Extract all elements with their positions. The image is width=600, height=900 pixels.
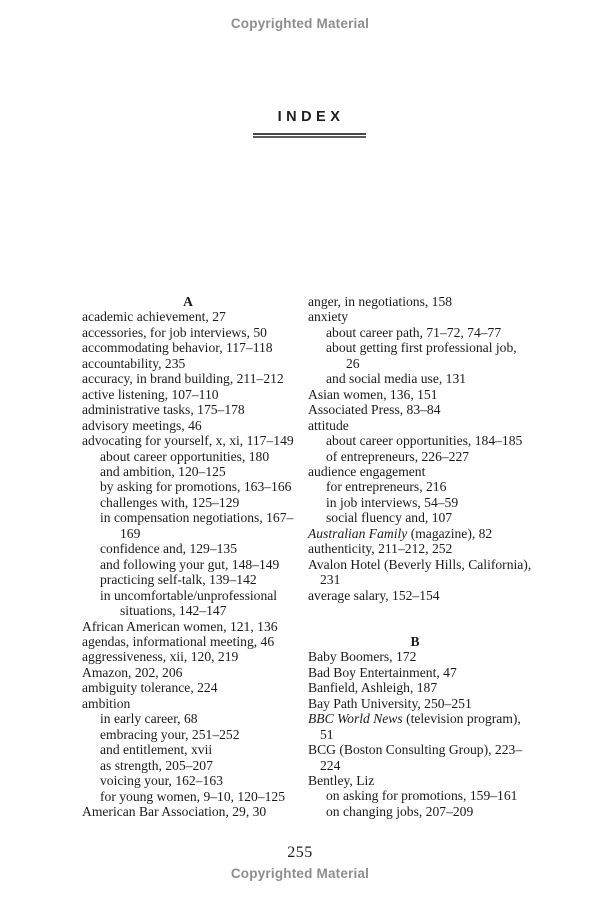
index-subentry: of entrepreneurs, 226–227 (326, 448, 470, 464)
index-entry-runover: 231 (320, 572, 341, 588)
index-entry-runover: 51 (320, 726, 334, 742)
index-subentry: in job interviews, 54–59 (326, 494, 459, 510)
copyright-watermark-bottom: Copyrighted Material (230, 866, 370, 881)
right-column (308, 294, 532, 819)
index-subentry: on asking for promotions, 159–161 (326, 788, 518, 804)
index-entry: Baby Boomers, 172 (308, 649, 417, 665)
index-entry: active listening, 107–110 (82, 386, 219, 402)
index-subentry: and entitlement, xvii (100, 742, 213, 758)
index-entry: accommodating behavior, 117–118 (82, 340, 273, 356)
index-subentry: and following your gut, 148–149 (100, 556, 280, 572)
index-entry-runover: 224 (320, 757, 341, 773)
index-entry: American Bar Association, 29, 30 (82, 803, 267, 819)
index-entry: Associated Press, 83–84 (308, 402, 441, 418)
index-heading-block (82, 108, 537, 138)
index-subentry: social fluency and, 107 (326, 510, 453, 526)
index-entry: Asian women, 136, 151 (308, 386, 438, 402)
index-entry: accuracy, in brand building, 211–212 (82, 371, 284, 387)
page-title: INDEX (277, 109, 345, 125)
index-gap (308, 603, 522, 618)
index-entry: aggressiveness, xii, 120, 219 (82, 649, 239, 665)
index-subentry-runover: 26 (346, 355, 360, 371)
index-entry: anxiety (308, 309, 349, 325)
index-entry: BBC World News (television program), (308, 711, 521, 727)
index-subentry-runover: situations, 142–147 (120, 603, 227, 619)
index-entry: authenticity, 211–212, 252 (308, 541, 453, 557)
index-subentry: in uncomfortable/unprofessional (100, 587, 278, 603)
index-entry: attitude (308, 417, 349, 433)
index-entry: average salary, 152–154 (308, 587, 440, 603)
index-entry: Australian Family (magazine), 82 (308, 525, 493, 541)
index-entry: BCG (Boston Consulting Group), 223– (308, 742, 523, 758)
section-header: A (183, 294, 193, 309)
copyright-watermark-top: Copyrighted Material (230, 16, 370, 31)
index-subentry: as strength, 205–207 (100, 757, 213, 773)
index-subentry-runover: 169 (120, 525, 141, 541)
index-entry: Banfield, Ashleigh, 187 (308, 680, 438, 696)
index-subentry: in early career, 68 (100, 711, 198, 727)
index-subentry: about career opportunities, 184–185 (326, 433, 523, 449)
index-entry: Avalon Hotel (Beverly Hills, California), (308, 556, 532, 572)
index-subentry: by asking for promotions, 163–166 (100, 479, 292, 495)
index-entry: Amazon, 202, 206 (82, 664, 183, 680)
index-subentry: practicing self-talk, 139–142 (100, 572, 257, 588)
index-entry: advisory meetings, 46 (82, 417, 202, 433)
section-header: B (410, 633, 420, 649)
index-entry: accountability, 235 (82, 355, 186, 371)
index-subentry: and social media use, 131 (326, 371, 467, 387)
index-entry: accessories, for job interviews, 50 (82, 324, 267, 340)
index-entry: Bad Boy Entertainment, 47 (308, 664, 457, 680)
index-entry: administrative tasks, 175–178 (82, 402, 245, 418)
index-entry: Bentley, Liz (308, 773, 375, 789)
index-entry: academic achievement, 27 (82, 309, 226, 325)
index-entry: African American women, 121, 136 (82, 618, 278, 634)
index-subentry: about career path, 71–72, 74–77 (326, 324, 502, 340)
left-column (82, 294, 294, 819)
index-entry: advocating for yourself, x, xi, 117–149 (82, 433, 294, 449)
index-subentry: on changing jobs, 207–209 (326, 803, 474, 819)
index-subentry: for young women, 9–10, 120–125 (100, 788, 286, 804)
page-number: 255 (287, 844, 313, 861)
index-entry: anger, in negotiations, 158 (308, 294, 453, 309)
index-subentry: embracing your, 251–252 (100, 726, 240, 742)
index-subentry: for entrepreneurs, 216 (326, 479, 447, 495)
index-entry: agendas, informational meeting, 46 (82, 633, 275, 649)
index-entry: audience engagement (308, 463, 426, 479)
index-entry: ambition (82, 695, 131, 711)
index-subentry: voicing your, 162–163 (100, 773, 223, 789)
index-subentry: about getting first professional job, (326, 340, 517, 356)
index-subentry: and ambition, 120–125 (100, 463, 226, 479)
index-entry: Bay Path University, 250–251 (308, 695, 472, 711)
index-subentry: confidence and, 129–135 (100, 541, 238, 557)
index-subentry: in compensation negotiations, 167– (100, 510, 294, 526)
index-subentry: about career opportunities, 180 (100, 448, 270, 464)
index-subentry: challenges with, 125–129 (100, 494, 240, 510)
index-entry: ambiguity tolerance, 224 (82, 680, 218, 696)
italic-work-title: Australian Family (308, 525, 408, 541)
italic-work-title: BBC World News (308, 711, 403, 727)
index-gap (308, 619, 522, 634)
title-double-rule (253, 133, 366, 138)
